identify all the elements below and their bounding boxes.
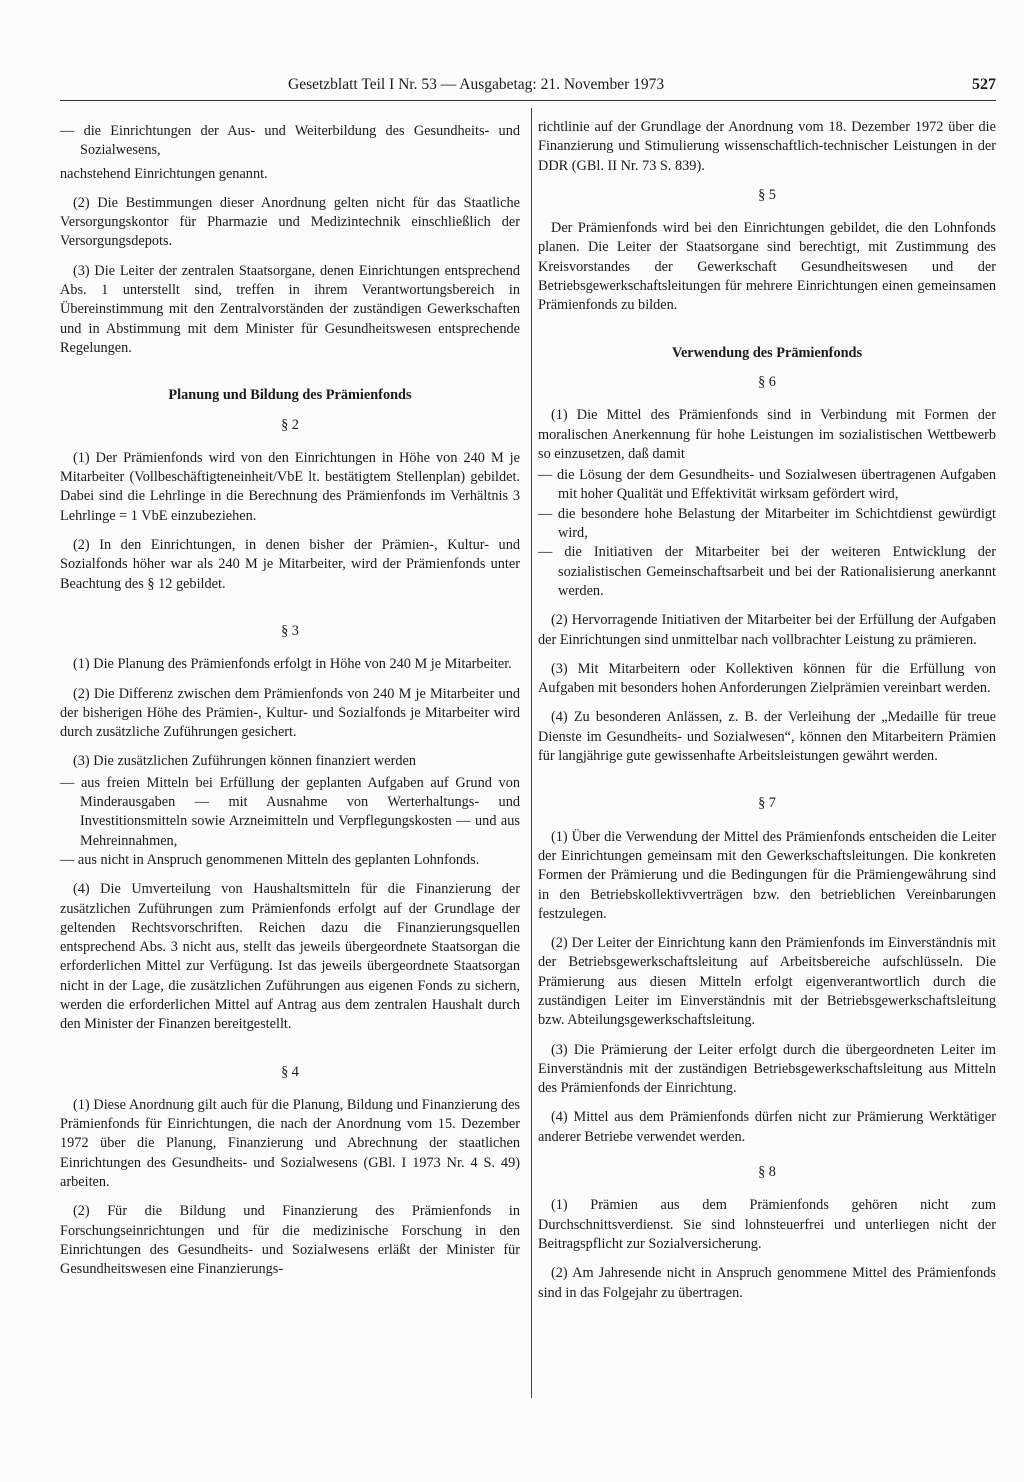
list-item: — die Lösung der dem Gesundheits- und Sozialwesen übertragenen Aufgaben mit hoher Qualität und Effektivität wirksam gefördert wird, — [538, 467, 996, 503]
list-item: — die Initiativen der Mitarbeiter bei der weiteren Entwicklung der sozialistischen Gemeinschaftsarbeit und bei der Rationalisierung anerkannt werden. — [538, 544, 996, 599]
paragraph: Der Prämienfonds wird bei den Einrichtungen gebildet, die den Lohnfonds planen. Die Leiter der Staatsorgane sind berechtigt, mit Zustimmung des Kreisvorstandes der Gewerkschaft Gesundheitswesen und der Betriebsgewerkschaftsleitungen für mehrere Einrichtungen einen gemeinsamen Prämienfonds zu bilden. — [538, 220, 996, 314]
paragraph: (3) Die zusätzlichen Zuführungen können finanziert werden — [73, 753, 416, 770]
left-column — [60, 122, 520, 1290]
paragraph: (2) Hervorragende Initiativen der Mitarbeiter bei der Erfüllung der Aufgaben der Einrichtungen sind unmittelbar nach vollbrachter Leistung zu prämieren. — [538, 612, 996, 648]
header-title: Gesetzblatt Teil I Nr. 53 — Ausgabetag: 21. November 1973 — [288, 76, 665, 93]
paragraph: nachstehend Einrichtungen genannt. — [60, 165, 268, 182]
paragraph: (4) Mittel aus dem Prämienfonds dürfen nicht zur Prämierung Werktätiger anderer Betriebe verwendet werden. — [538, 1109, 996, 1145]
section-heading: Planung und Bildung des Prämienfonds — [168, 387, 412, 404]
page-number: 527 — [972, 76, 996, 93]
section-number: § 2 — [281, 416, 299, 433]
header-rule — [60, 100, 996, 101]
paragraph: (1) Diese Anordnung gilt auch für die Planung, Bildung und Finanzierung des Prämienfonds für Einrichtungen, die nach der Anordnung vom 15. Dezember 1972 über die Planung, Finanzierung und Abrechnung der staatlichen Einrichtungen des Gesundheits- und Sozialwesens (GBl. I 1973 Nr. 4 S. 49) arbeiten. — [60, 1096, 520, 1191]
paragraph: richtlinie auf der Grundlage der Anordnung vom 18. Dezember 1972 über die Finanzierung und Stimulierung wissenschaftlich-technischer Leistungen in der DDR (GBl. II Nr. 73 S. 839). — [538, 119, 996, 174]
paragraph: (1) Die Mittel des Prämienfonds sind in Verbindung mit Formen der moralischen Anerkennung für hohe Leistungen im sozialistischen Wettbewerb so einzusetzen, daß damit — [538, 407, 996, 462]
paragraph: (4) Die Umverteilung von Haushaltsmitteln für die Finanzierung der zusätzlichen Zuführungen zum Prämienfonds erfolgt auf der Grundlage der geltenden Rechtsvorschriften. Reichen dazu die Finanzierungsquellen entsprechend Abs. 3 nicht aus, stellt das jeweils übergeordnete Staatsorgan die erforderlichen Mittel zur Verfügung. Ist das jeweils übergeordnete Staatsorgan nicht in der Lage, die zusätzlichen Zuführungen aus eigenen Fonds zu sichern, werden die erforderlichen Mittel auf Antrag aus dem zentralen Haushalt durch den Minister der Finanzen bereitgestellt. — [60, 881, 520, 1033]
list-item: — die Einrichtungen der Aus- und Weiterbildung des Gesundheits- und Sozialwesens, — [60, 123, 520, 159]
list-item: — aus nicht in Anspruch genommenen Mitteln des geplanten Lohnfonds. — [60, 851, 480, 868]
paragraph: (3) Die Prämierung der Leiter erfolgt durch die übergeordneten Leiter im Einverständnis mit der zuständigen Betriebsgewerkschaftsleitung aus Mitteln des Prämienfonds der Einrichtung. — [538, 1041, 996, 1097]
section-number: § 7 — [758, 795, 776, 812]
paragraph: (1) Der Prämienfonds wird von den Einrichtungen in Höhe von 240 M je Mitarbeiter (Vollbeschäftigteneinheit/VbE lt. bestätigtem Stellenplan) gebildet. Dabei sind die Lehrlinge in die Berechnung des Prämienfonds im Verhältnis 3 Lehrlinge = 1 VbE einzubeziehen. — [60, 449, 520, 524]
paragraph: (1) Über die Verwendung der Mittel des Prämienfonds entscheiden die Leiter der Einrichtungen gemeinsam mit den Gewerkschaftsleitungen. Die konkreten Formen der Prämierung und die Bedingungen für die Prämiengewährung sind in den Betriebskollektivverträgen bzw. den betrieblichen Vereinbarungen festzulegen. — [538, 828, 996, 922]
section-number: § 5 — [758, 186, 776, 203]
paragraph: (3) Mit Mitarbeitern oder Kollektiven können für die Erfüllung von Aufgaben mit besonders hohen Anforderungen Zielprämien vereinbart werden. — [538, 660, 996, 697]
paragraph: (2) Für die Bildung und Finanzierung des Prämienfonds in Forschungseinrichtungen und für die medizinische Forschung in den Einrichtungen des Gesundheits- und Sozialwesens erläßt der Minister für Gesundheitswesen eine Finanzierungs- — [60, 1203, 520, 1278]
section-heading: Verwendung des Prämienfonds — [671, 344, 863, 361]
paragraph: (4) Zu besonderen Anlässen, z. B. der Verleihung der „Medaille für treue Dienste im Gesundheits- und Sozialwesen“, können den Mitarbeitern Prämien für langjährige gute gewissenhafte Arbeitsleistungen gewährt werden. — [538, 709, 996, 765]
right-column — [538, 118, 996, 1313]
paragraph: (2) Die Bestimmungen dieser Anordnung gelten nicht für das Staatliche Versorgungskontor für Pharmazie und Medizintechnik einschließlich der Versorgungsdepots. — [60, 194, 520, 250]
paragraph: (2) Die Differenz zwischen dem Prämienfonds von 240 M je Mitarbeiter und der bisherigen Höhe des Prämien-, Kultur- und Sozialfonds je Mitarbeiter wird durch zusätzliche Zuführungen gesichert. — [60, 685, 520, 741]
paragraph: (3) Die Leiter der zentralen Staatsorgane, denen Einrichtungen entsprechend Abs. 1 unterstellt sind, treffen in ihrem Verantwortungsbereich in Übereinstimmung mit den Zentralvorständen der zuständigen Gewerkschaften und in Abstimmung mit dem Minister für Gesundheitswesen entsprechende Regelungen. — [60, 262, 520, 356]
paragraph: (1) Prämien aus dem Prämienfonds gehören nicht zum Durchschnittsverdienst. Sie sind lohnsteuerfrei und unterliegen nicht der Beitragspflicht zur Sozialversicherung. — [538, 1197, 996, 1252]
paragraph: (2) In den Einrichtungen, in denen bisher der Prämien-, Kultur- und Sozialfonds höher war als 240 M je Mitarbeiter, wird der Prämienfonds unter Beachtung des § 12 gebildet. — [60, 537, 520, 592]
paragraph: (2) Der Leiter der Einrichtung kann den Prämienfonds im Einverständnis mit der Betriebsgewerkschaftsleitung auf Arbeitsbereiche aufschlüsseln. Die Prämierung aus diesen Mitteln erfolgt eigenverantwortlich durch die zuständigen Leiter im Einverständnis mit der Betriebsgewerkschaftsleitung bzw. Abteilungsgewerkschaftsleitung. — [538, 935, 996, 1029]
section-number: § 8 — [758, 1164, 776, 1181]
paragraph: (1) Die Planung des Prämienfonds erfolgt in Höhe von 240 M je Mitarbeiter. — [73, 656, 512, 673]
list-item: — die besondere hohe Belastung der Mitarbeiter im Schichtdienst gewürdigt wird, — [538, 505, 996, 542]
section-number: § 4 — [281, 1063, 299, 1080]
paragraph: (2) Am Jahresende nicht in Anspruch genommene Mittel des Prämienfonds sind in das Folgejahr zu übertragen. — [538, 1265, 996, 1301]
list-item: — aus freien Mitteln bei Erfüllung der geplanten Aufgaben auf Grund von Minderausgaben — mit Ausnahme von Werterhaltungs- und Investitionsmitteln sowie Arzneimitteln und Verpflegungskosten — und aus Mehreinnahmen, — [60, 774, 520, 849]
column-divider — [531, 108, 532, 1398]
section-number: § 3 — [281, 622, 299, 639]
section-number: § 6 — [758, 373, 776, 390]
